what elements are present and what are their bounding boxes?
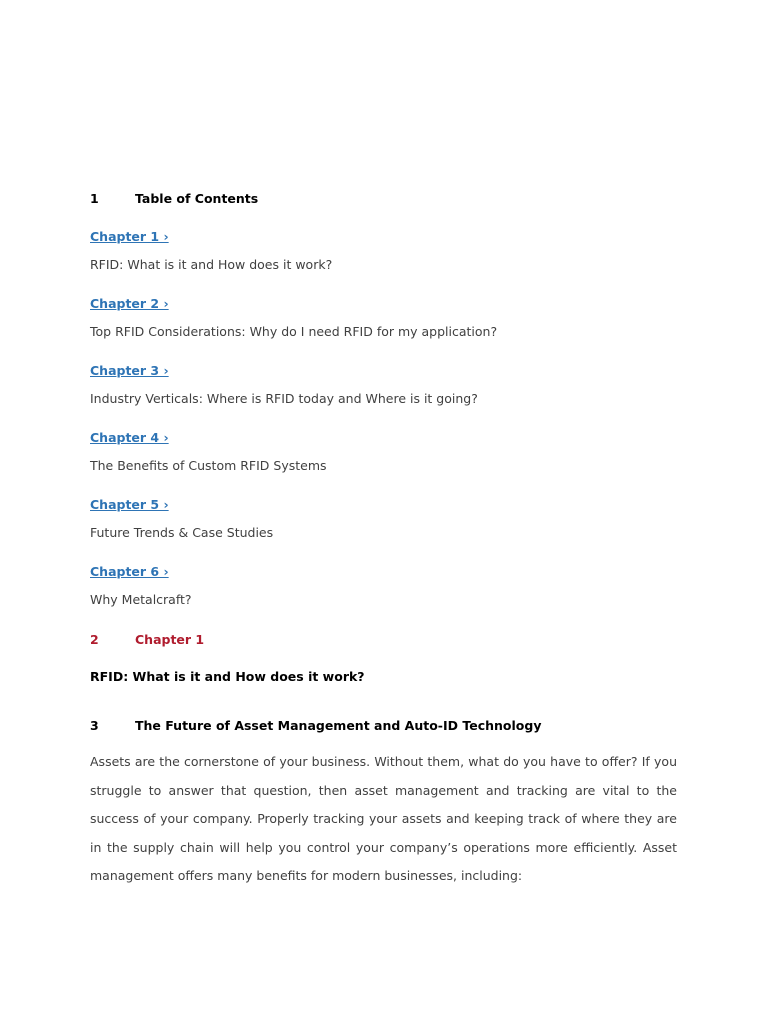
section-heading — [90, 718, 541, 734]
body-paragraph: Assets are the cornerstone of your business. Without them, what do you have to offer? If you struggle to answer that question, then asset management and tracking are vital to the success of your company. Properly tracking your assets and keeping track of where they are in the supply chain will help you control your company’s operations more efficiently. Asset management offers many benefits for modern businesses, including: — [90, 754, 677, 883]
toc-heading — [90, 191, 258, 207]
toc-description-chapter-4: The Benefits of Custom RFID Systems — [90, 458, 327, 473]
toc-link-chapter-3[interactable]: Chapter 3 › — [90, 363, 169, 378]
chapter-heading-title: Chapter 1 — [135, 632, 205, 647]
section-heading-title: The Future of Asset Management and Auto-ID Technology — [135, 718, 542, 733]
toc-description-chapter-5: Future Trends & Case Studies — [90, 525, 274, 540]
toc-link-chapter-2[interactable]: Chapter 2 › — [90, 296, 169, 311]
chapter-heading — [90, 632, 204, 648]
toc-description-chapter-6: Why Metalcraft? — [90, 592, 192, 607]
toc-heading-title: Table of Contents — [135, 191, 259, 206]
toc-link-chapter-6[interactable]: Chapter 6 › — [90, 564, 169, 579]
document-page — [90, 0, 677, 1024]
toc-heading-number: 1 — [90, 191, 99, 206]
toc-description-chapter-3: Industry Verticals: Where is RFID today and Where is it going? — [90, 391, 478, 406]
toc-description-chapter-1: RFID: What is it and How does it work? — [90, 257, 333, 272]
chapter-heading-number: 2 — [90, 632, 99, 647]
section-heading-number: 3 — [90, 718, 99, 733]
toc-link-chapter-1[interactable]: Chapter 1 › — [90, 229, 169, 244]
toc-description-chapter-2: Top RFID Considerations: Why do I need RFID for my application? — [90, 324, 498, 339]
toc-link-chapter-4[interactable]: Chapter 4 › — [90, 430, 169, 445]
chapter-subtitle: RFID: What is it and How does it work? — [90, 669, 365, 684]
toc-link-chapter-5[interactable]: Chapter 5 › — [90, 497, 169, 512]
